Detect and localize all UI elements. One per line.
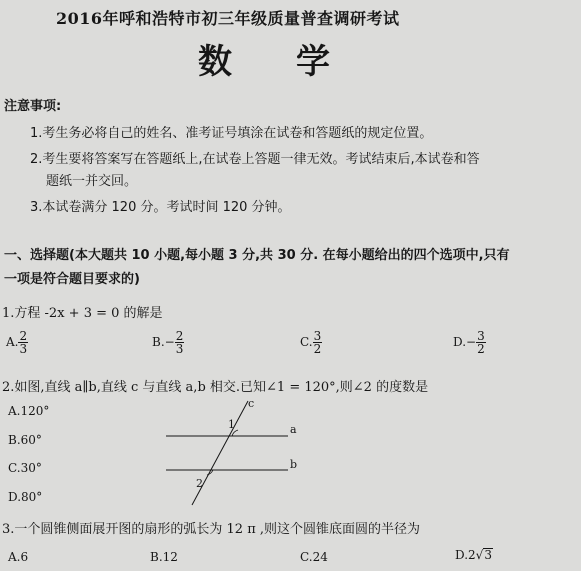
q2-option-d: D.80° (8, 490, 43, 504)
option-label: C. (300, 335, 313, 349)
question-3-stem: 3.一个圆锥侧面展开图的扇形的弧长为 12 π ,则这个圆锥底面圆的半径为 (2, 522, 421, 537)
option-sign: − (164, 335, 175, 349)
parallel-lines-figure (160, 395, 310, 510)
sqrt-icon: √ (475, 548, 484, 562)
fraction (18, 330, 28, 355)
option-label: A. (6, 335, 19, 349)
note-item-3: 3.本试卷满分 120 分。考试时间 120 分钟。 (30, 200, 291, 215)
q1-option-b (152, 330, 184, 355)
denominator: 3 (175, 342, 184, 356)
q3-option-c: C.24 (300, 550, 328, 564)
label-angle-1: 1 (228, 418, 235, 431)
option-label: D. (453, 335, 467, 349)
section-heading-line-1: 一、选择题(本大题共 10 小题,每小题 3 分,共 30 分. 在每小题给出的四个选项中,只有 (4, 248, 510, 263)
option-sign: − (466, 335, 477, 349)
option-d-prefix: D.2 (455, 548, 476, 562)
question-2-stem: 2.如图,直线 a∥b,直线 c 与直线 a,b 相交.已知∠1 = 120°,则∠2 的度数是 (2, 380, 429, 395)
note-item-2-cont: 题纸一并交回。 (46, 174, 138, 189)
denominator: 2 (477, 342, 485, 356)
subject-title: 数学 (198, 42, 394, 82)
question-1-stem: 1.方程 -2x + 3 = 0 的解是 (2, 306, 163, 321)
numerator: 3 (477, 329, 485, 343)
notes-heading: 注意事项: (4, 99, 62, 114)
q3-option-a: A.6 (8, 550, 29, 564)
exam-title: 2016年呼和浩特市初三年级质量普查调研考试 (56, 9, 400, 28)
radicand: 3 (484, 548, 492, 562)
option-label: B. (152, 335, 165, 349)
fraction (313, 330, 323, 355)
numerator: 2 (19, 329, 28, 343)
q1-option-c (300, 330, 322, 355)
q3-option-b: B.12 (150, 550, 178, 564)
denominator: 3 (19, 342, 28, 356)
denominator: 2 (313, 342, 322, 356)
numerator: 2 (175, 329, 184, 343)
q1-option-d (453, 330, 486, 355)
section-heading-line-2: 一项是符合题目要求的) (4, 272, 140, 287)
label-c: c (248, 397, 255, 410)
q2-option-a: A.120° (8, 404, 50, 418)
q2-option-b: B.60° (8, 433, 42, 447)
q1-option-a (6, 330, 28, 355)
note-item-2: 2.考生要将答案写在答题纸上,在试卷上答题一律无效。考试结束后,本试卷和答 (30, 152, 480, 167)
fraction (175, 330, 185, 355)
q3-option-d (455, 548, 493, 562)
q2-option-c: C.30° (8, 461, 42, 475)
label-a: a (290, 423, 297, 436)
label-b: b (290, 458, 298, 471)
label-angle-2: 2 (196, 477, 203, 490)
fraction (476, 330, 486, 355)
note-item-1: 1.考生务必将自己的姓名、准考证号填涂在试卷和答题纸的规定位置。 (30, 126, 433, 141)
numerator: 3 (313, 329, 322, 343)
